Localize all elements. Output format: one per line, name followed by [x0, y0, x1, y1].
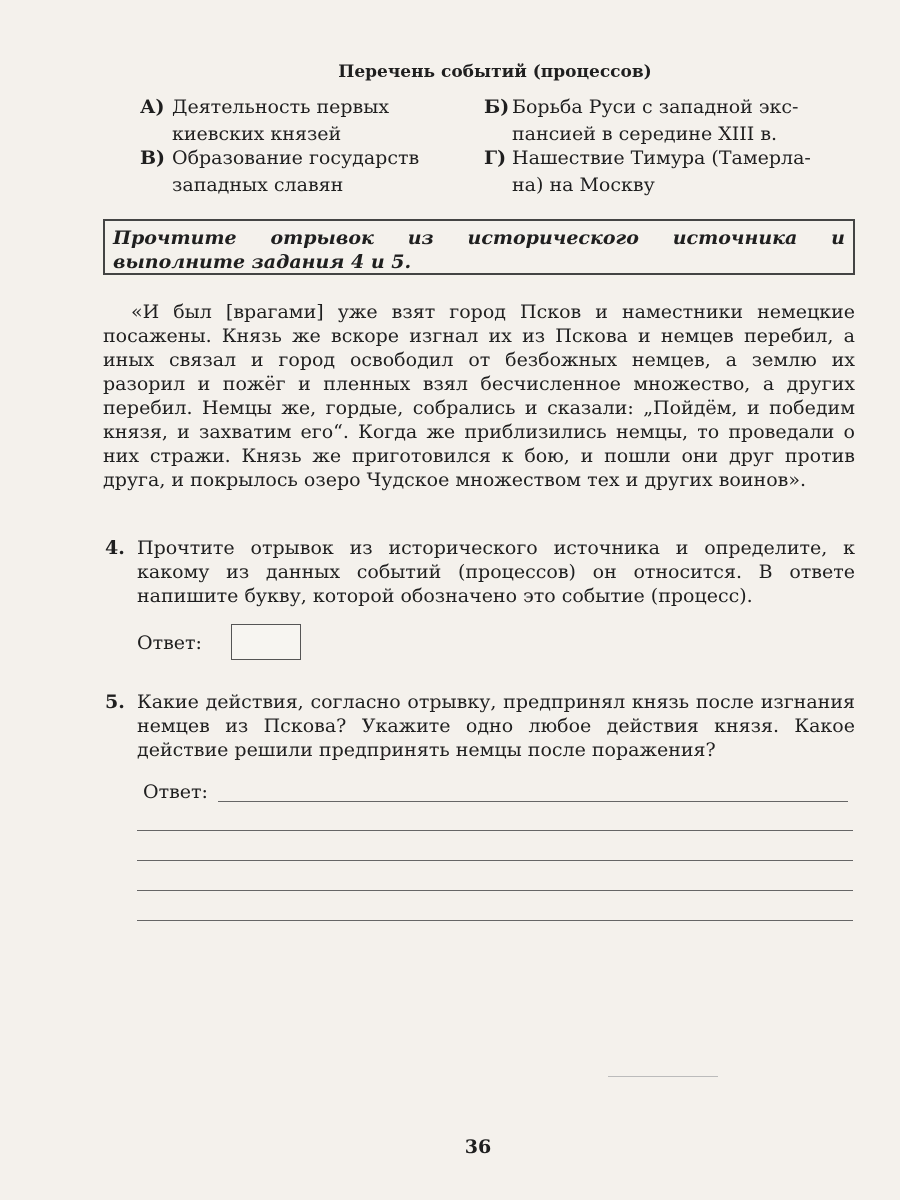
event-line: Деятельность первых — [172, 96, 390, 118]
task-4-answer-label: Ответ: — [137, 632, 202, 654]
answer-line[interactable] — [137, 920, 853, 921]
answer-line[interactable] — [137, 860, 853, 861]
task-5-answer-label: Ответ: — [143, 781, 208, 803]
event-line: Нашествие Тимура (Тамерла- — [512, 147, 811, 169]
event-text — [172, 145, 419, 199]
event-line: киевских князей — [172, 123, 342, 145]
event-line: Образование государств — [172, 147, 420, 169]
task-question: Прочтите отрывок из исторического источника и определите, к какому из данных событий (процессов) он относится. В ответе напишите букву, которой обозначено это событие (процесс). — [137, 537, 855, 607]
event-letter: В) — [140, 147, 166, 169]
answer-line[interactable] — [137, 830, 853, 831]
task-number: 5. — [105, 691, 125, 713]
event-letter: Г) — [484, 147, 507, 169]
event-text — [512, 145, 811, 199]
event-text — [172, 94, 389, 148]
source-passage: «И был [врагами] уже взят город Псков и наместники немецкие посажены. Князь же вскоре изгнал их из Пскова и немцев перебил, а иных связал и город освободил от безбожных немцев, а землю их разорил и пожёг и пленных взял бесчисленное множество, а других перебил. Немцы же, гордые, собрались и сказали: „Пойдём, и победим князя, и захватим его“. Когда же приблизились немцы, то проведали о них стражи. Князь же приготовился к бою, и пошли они друг против друга, и покрылось озеро Чудское множеством тех и других воинов». — [103, 301, 855, 491]
event-line: на) на Москву — [512, 174, 655, 196]
event-text — [512, 94, 798, 148]
divider — [608, 1076, 718, 1077]
task-4-answer-box[interactable] — [231, 624, 301, 660]
event-line: Борьба Руси с западной экс- — [512, 96, 799, 118]
event-letter: Б) — [484, 96, 510, 118]
event-letter: А) — [140, 96, 165, 118]
answer-line[interactable] — [137, 890, 853, 891]
task-question: Какие действия, согласно отрывку, предпринял князь после изгнания немцев из Пскова? Укажите одно любое действия князя. Какое действие решили предпринять немцы после поражения? — [137, 691, 855, 761]
answer-line[interactable] — [218, 801, 848, 802]
event-line: западных славян — [172, 174, 344, 196]
page-number: 36 — [464, 1136, 492, 1158]
event-line: пансией в середине XIII в. — [512, 123, 778, 145]
events-list-title: Перечень событий (процессов) — [338, 62, 652, 82]
task-number: 4. — [105, 537, 125, 559]
instruction-box: Прочтите отрывок из исторического источника и выполните задания 4 и 5. — [103, 219, 855, 275]
